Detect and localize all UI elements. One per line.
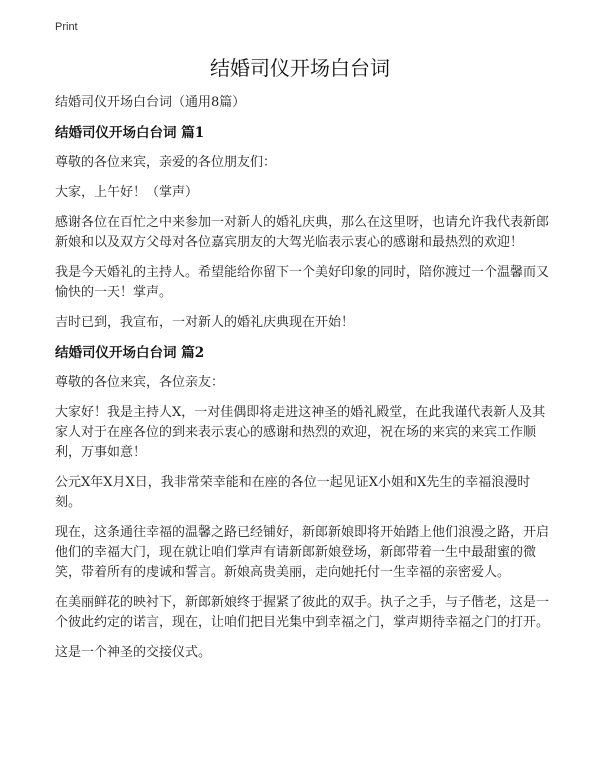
paragraph: 现在，这条通往幸福的温馨之路已经铺好，新郎新娘即将开始踏上他们浪漫之路，开启他们的幸福大门，现在就让咱们掌声有请新郎新娘登场，新郎带着一生中最甜蜜的微笑，带着所有的虔诚和誓言。新娘高贵美丽，走向她托付一生幸福的亲密爱人。: [55, 525, 550, 580]
paragraph: 大家好！我是主持人X，一对佳偶即将走进这神圣的婚礼殿堂，在此我谨代表新人及其家人对于在座各位的到来表示衷心的感谢和热烈的欢迎，祝在场的来宾的来宾工作顺利，万事如意！: [55, 405, 546, 460]
paragraph: 吉时已到，我宣布，一对新人的婚礼庆典现在开始！: [55, 315, 355, 330]
section-heading: 结婚司仪开场白台词 篇2: [55, 345, 205, 361]
print-label: Print: [55, 21, 78, 33]
paragraph: 我是今天婚礼的主持人。希望能给你留下一个美好印象的同时，陪你渡过一个温馨而又愉快的一天！掌声。: [55, 265, 550, 300]
document-title: 结婚司仪开场白台词: [210, 56, 390, 80]
paragraph: 感谢各位在百忙之中来参加一对新人的婚礼庆典，那么在这里呀，也请允许我代表新郎新娘和以及双方父母对各位嘉宾朋友的大驾光临表示衷心的感谢和最热烈的欢迎！: [55, 215, 550, 250]
section-heading: 结婚司仪开场白台词 篇1: [55, 125, 205, 141]
paragraph: 公元X年X月X日，我非常荣幸能和在座的各位一起见证X小姐和X先生的幸福浪漫时刻。: [55, 475, 531, 510]
paragraph: 大家，上午好！（掌声）: [55, 185, 199, 200]
paragraph: 尊敬的各位来宾，各位亲友：: [55, 375, 225, 390]
section-2: [55, 343, 555, 663]
document-subtitle: 结婚司仪开场白台词（通用8篇）: [55, 95, 246, 110]
paragraph: 在美丽鲜花的映衬下，新郎新娘终于握紧了彼此的双手。执子之手，与子偕老，这是一个彼此约定的诺言，现在，让咱们把目光集中到幸福之门，掌声期待幸福之门的打开。: [55, 595, 550, 630]
section-1: [55, 123, 555, 333]
paragraph: 尊敬的各位来宾，亲爱的各位朋友们：: [55, 155, 277, 170]
document-body: [55, 93, 555, 673]
paragraph: 这是一个神圣的交接仪式。: [55, 645, 212, 660]
